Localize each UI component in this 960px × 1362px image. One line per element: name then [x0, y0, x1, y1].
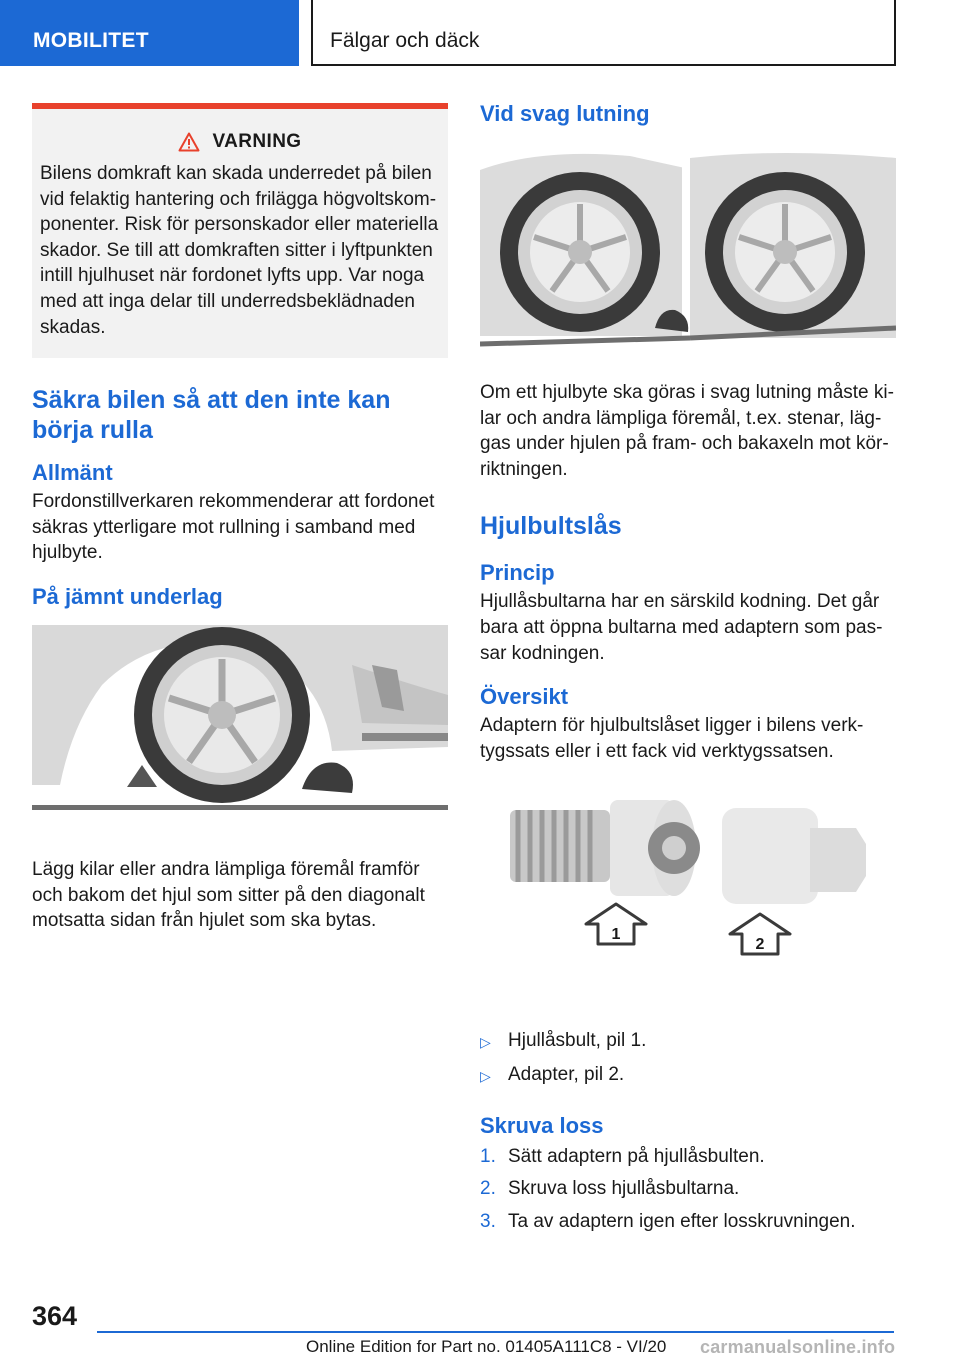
svag-paragraph: Om ett hjulbyte ska göras i svag lutning måste kilar och andra lämpliga föremål, t.ex. stenar, läggas under hjulen på fram- och bakaxeln mot körriktningen.: [480, 382, 894, 480]
list-item: 3. Ta av adaptern igen efter losskruvningen.: [480, 1210, 856, 1232]
heading-princip: Princip: [480, 560, 555, 586]
lock-bolt: [510, 800, 700, 896]
figure-wheel-chock-flat: [32, 625, 448, 813]
warning-text: Bilens domkraft kan skada underredet på bilen vid felaktig hantering och frilägga högvoltskomponenter. Risk för personskador eller materiella skador. Se till att domkraften sitter i lyftpunkten intill hjulhuset när fordonet lyfts upp. Var noga med att inga delar till underredsbeklädnaden skadas.: [40, 163, 439, 338]
heading-allmant: Allmänt: [32, 460, 113, 486]
figure-wheel-chocks-slope: [480, 148, 896, 348]
princip-paragraph: Hjullåsbultarna har en särskild kodning. Det går bara att öppna bultarna med adaptern som passar kodningen.: [480, 591, 883, 664]
chapter-title: Fälgar och däck: [330, 29, 480, 52]
oversikt-paragraph: Adaptern för hjulbultslåset ligger i bilens verktygssats eller i ett fack vid verktygssatsen.: [480, 715, 864, 762]
section-title: MOBILITET: [33, 29, 149, 52]
footer-divider: [97, 1331, 894, 1333]
parts-list: [480, 1028, 896, 1089]
list-item: 1. Sätt adaptern på hjullåsbulten.: [480, 1145, 765, 1167]
warning-triangle-icon: [178, 132, 200, 152]
triangle-bullet-icon: ▷: [480, 1067, 491, 1084]
footer-edition: Online Edition for Part no. 01405A111C8 - VI/20: [306, 1337, 667, 1356]
page-number: 364: [32, 1301, 78, 1331]
heading-jamnt-underlag: På jämnt underlag: [32, 583, 223, 609]
figure-label-1: 1: [611, 926, 621, 944]
section-tab: [0, 0, 299, 66]
allmant-paragraph: Fordonstillverkaren rekommenderar att fordonet säkras ytterligare mot rullning i samband med hjulbyte.: [32, 491, 435, 564]
heading-skruva-loss: Skruva loss: [480, 1112, 604, 1138]
figure-lock-bolt-adapter: [480, 794, 896, 976]
watermark: carmanualsonline.info: [700, 1337, 896, 1357]
jamnt-paragraph: Lägg kilar eller andra lämpliga föremål framför och bakom det hjul som sitter på den diagonalt motsatta sidan från hjulet som ska bytas.: [32, 858, 425, 932]
warning-title: VARNING: [212, 131, 302, 152]
heading-svag-lutning: Vid svag lutning: [480, 101, 650, 126]
list-item: 2. Skruva loss hjullåsbultarna.: [480, 1178, 740, 1200]
list-item: ▷ Hjullåsbult, pil 1.: [480, 1028, 896, 1056]
heading-oversikt: Översikt: [480, 684, 569, 710]
figure-label-2: 2: [755, 936, 765, 954]
left-column: [32, 103, 448, 934]
heading-secure-car: Säkra bilen så att den inte kan börja rulla: [32, 386, 391, 445]
list-item: ▷ Adapter, pil 2.: [480, 1062, 896, 1090]
right-column: [480, 100, 896, 1241]
heading-hjulbultslas: Hjulbultslås: [480, 512, 622, 541]
triangle-bullet-icon: ▷: [480, 1034, 491, 1051]
warning-box: [32, 103, 448, 358]
steps-list: [480, 1144, 896, 1235]
chapter-header: [311, 0, 896, 66]
